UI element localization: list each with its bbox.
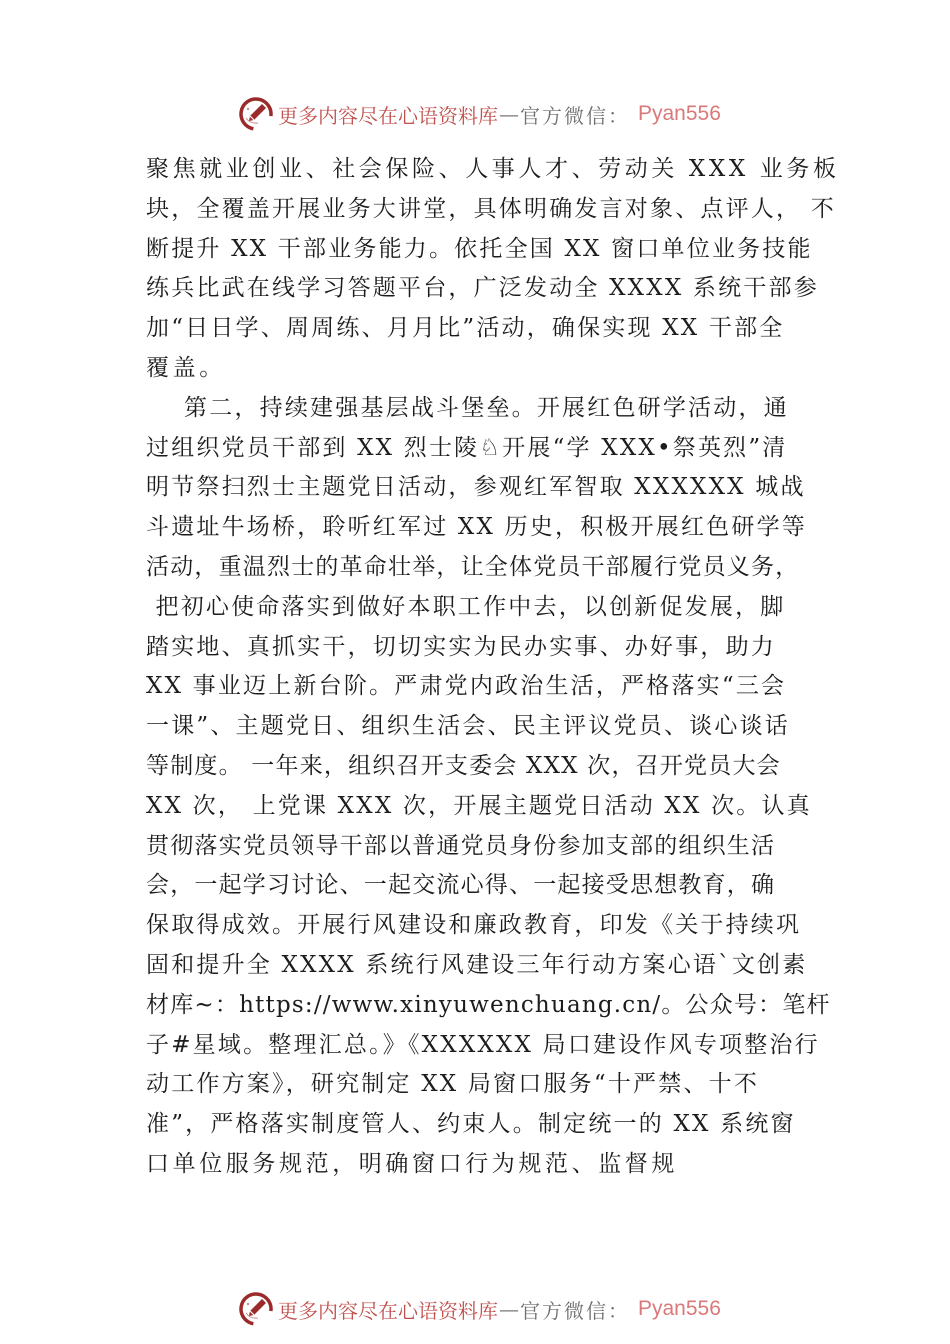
wechat-id: Pyan556 bbox=[638, 102, 721, 125]
wechat-id: Pyan556 bbox=[638, 1297, 721, 1320]
text-line: 练兵比武在线学习答题平台，广泛发动全 XXXX 系统干部参 bbox=[146, 275, 819, 302]
text-line: 等制度。 一年来，组织召开支委会 XXX 次，召开党员大会 bbox=[146, 752, 781, 779]
text-line: 固和提升全 XXXX 系统行风建设三年行动方案心语`文创素 bbox=[146, 951, 808, 978]
text-line: 动工作方案》，研究制定 XX 局窗口服务“十严禁、十不 bbox=[146, 1071, 760, 1098]
text-line: 覆盖。 bbox=[146, 354, 226, 381]
text-line: XX 次， 上党课 XXX 次，开展主题党日活动 XX 次。认真 bbox=[146, 792, 812, 819]
text-line: 口单位服务规范，明确窗口行为规范、监督规 bbox=[146, 1150, 678, 1177]
text-line: 斗遗址牛场桥，聆听红军过 XX 历史，积极开展红色研学等 bbox=[146, 514, 807, 541]
pen-nib-logo-icon bbox=[238, 1291, 274, 1327]
wechat-label: 官方微信： bbox=[520, 1298, 630, 1323]
separator-dash: — bbox=[499, 102, 519, 126]
text-line: 过组织党员干部到 XX 烈士陵♘开展“学 XXX•祭英烈”清 bbox=[146, 434, 788, 461]
text-line: 聚焦就业创业、社会保险、人事人才、劳动关 XXX 业务板 bbox=[146, 156, 840, 182]
text-line: 保取得成效。开展行风建设和廉政教育，印发《关于持续巩 bbox=[146, 912, 802, 939]
text-line: 子#星域。整理汇总。》《XXXXXX 局口建设作风专项整治行 bbox=[146, 1031, 820, 1058]
header-watermark-banner bbox=[238, 94, 721, 134]
text-line: 准”，严格落实制度管人、约束人。制定统一的 XX 系统窗 bbox=[146, 1111, 796, 1138]
text-line: XX 事业迈上新台阶。严肃党内政治生活，严格落实“三会 bbox=[146, 673, 787, 700]
separator-dash: — bbox=[499, 1297, 519, 1321]
text-line: 明节祭扫烈士主题党日活动，参观红军智取 XXXXXX 城战 bbox=[146, 474, 806, 501]
text-line: 块，全覆盖开展业务大讲堂，具体明确发言对象、点评人， 不 bbox=[146, 195, 836, 222]
footer-watermark-banner bbox=[238, 1289, 721, 1329]
pen-nib-logo-icon bbox=[238, 96, 274, 132]
text-line: 一课”、主题党日、组织生活会、民主评议党员、谈心谈话 bbox=[146, 713, 790, 740]
paragraph-start-line: 第二，持续建强基层战斗堡垒。开展红色研学活动，通 bbox=[146, 394, 789, 421]
text-line: 材库~：https://www.xinyuwenchuang.cn/。公众号：笔杆 bbox=[146, 991, 831, 1018]
text-line: 把初心使命落实到做好本职工作中去，以创新促发展，脚 bbox=[146, 593, 786, 620]
text-line: 活动，重温烈士的革命壮举，让全体党员干部履行党员义务， bbox=[146, 553, 800, 580]
text-line: 贯彻落实党员领导干部以普通党员身份参加支部的组织生活 bbox=[146, 832, 776, 859]
document-body bbox=[146, 150, 840, 1185]
text-line: 会，一起学习讨论、一起交流心得、一起接受思想教育，确 bbox=[146, 872, 776, 899]
text-line: 踏实地、真抓实干，切切实实为民办实事、办好事，助力 bbox=[146, 633, 776, 660]
text-line: 断提升 XX 干部业务能力。依托全国 XX 窗口单位业务技能 bbox=[146, 235, 813, 262]
text-line: 加“日日学、周周练、月月比”活动，确保实现 XX 干部全 bbox=[146, 315, 785, 342]
promo-text: 更多内容尽在心语资料库 bbox=[278, 103, 498, 128]
wechat-label: 官方微信： bbox=[520, 103, 630, 128]
promo-text: 更多内容尽在心语资料库 bbox=[278, 1298, 498, 1323]
